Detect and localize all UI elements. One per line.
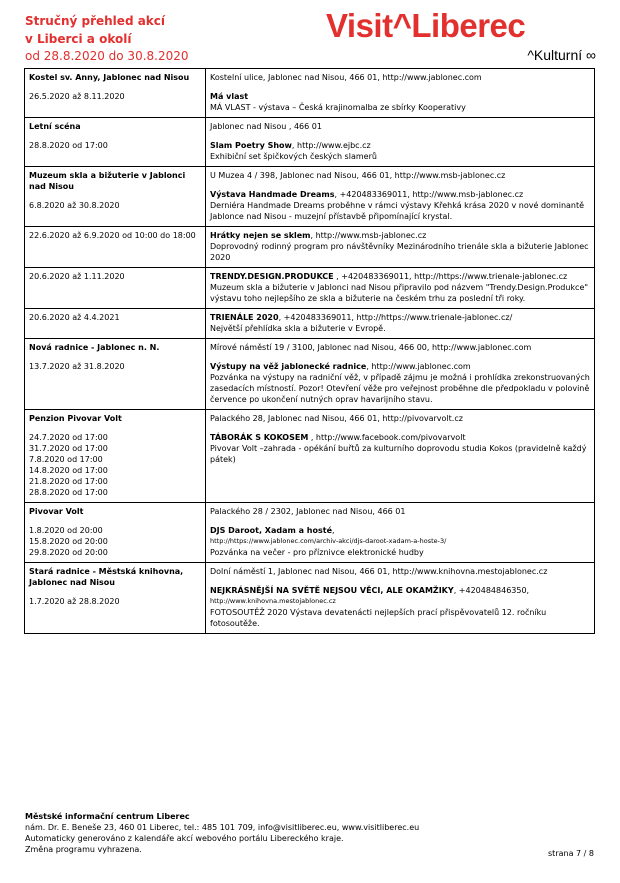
- event-right-cell: [206, 410, 595, 503]
- event-date: 28.8.2020 od 17:00: [29, 488, 108, 497]
- venue-address: Palackého 28, Jablonec nad Nisou, 466 01, http://pivovarvolt.cz: [210, 414, 463, 423]
- event-title: TÁBORÁK S KOKOSEM: [210, 433, 309, 442]
- event-title: NEJKRÁSNĚJŠÍ NA SVĚTĚ NEJSOU VĚCI, ALE OKAMŽIKY: [210, 586, 454, 595]
- event-left-cell: [25, 268, 206, 309]
- venue-name: Kostel sv. Anny, Jablonec nad Nisou: [29, 73, 190, 82]
- event-dates-list: [29, 525, 201, 558]
- venue-address: Palackého 28 / 2302, Jablonec nad Nisou, 466 01: [210, 507, 406, 516]
- event-left-cell: [25, 339, 206, 410]
- event-title: Má vlast: [210, 92, 249, 101]
- event-date: 22.6.2020 až 6.9.2020 od 10:00 do 18:00: [29, 231, 196, 240]
- event-contact: , http://www.jablonec.com: [366, 362, 471, 371]
- footer-generated: Automaticky generováno z kalendáře akcí webového portálu Libereckého kraje.: [25, 834, 344, 843]
- event-right-cell: [206, 227, 595, 268]
- page-footer: [25, 811, 419, 855]
- event-left-cell: [25, 309, 206, 339]
- table-row: [25, 118, 595, 167]
- event-description: Pozvánka na večer - pro příznivce elektronické hudby: [210, 548, 424, 557]
- event-left-cell: [25, 563, 206, 634]
- event-left-cell: [25, 227, 206, 268]
- event-date: 14.8.2020 od 17:00: [29, 466, 108, 475]
- footer-disclaimer: Změna programu vyhrazena.: [25, 845, 142, 854]
- event-right-cell: [206, 563, 595, 634]
- event-date: 6.8.2020 až 30.8.2020: [29, 201, 120, 210]
- event-date: 15.8.2020 od 20:00: [29, 537, 108, 546]
- event-title: Výstava Handmade Dreams: [210, 190, 335, 199]
- event-dates-list: [29, 432, 201, 498]
- event-date: 24.7.2020 od 17:00: [29, 433, 108, 442]
- event-contact: ,: [332, 526, 335, 535]
- event-date: 20.6.2020 až 1.11.2020: [29, 272, 125, 281]
- venue-name: Nová radnice - Jablonec n. N.: [29, 343, 160, 352]
- event-description: FOTOSOUTĚŽ 2020 Výstava devatenácti nejlepších prací přispěvovatelů 12. ročníku fotosoutěže.: [210, 608, 547, 628]
- event-link[interactable]: http://www.knihovna.mestojablonec.cz: [210, 597, 336, 605]
- table-row: [25, 339, 595, 410]
- footer-address: nám. Dr. E. Beneše 23, 460 01 Liberec, tel.: 485 101 709, info@visitliberec.eu, www.visitliberec.eu: [25, 823, 420, 832]
- header-title-line2: v Liberci a okolí: [25, 32, 132, 46]
- table-row: [25, 268, 595, 309]
- event-date: 26.5.2020 až 8.11.2020: [29, 92, 125, 101]
- event-contact: , +420483369011, http://www.msb-jablonec.cz: [334, 190, 524, 199]
- event-date: 31.7.2020 od 17:00: [29, 444, 108, 453]
- venue-name: Letní scéna: [29, 122, 81, 131]
- event-contact: , +420484846350,: [453, 586, 530, 595]
- event-right-cell: [206, 309, 595, 339]
- event-date: 1.8.2020 od 20:00: [29, 526, 103, 535]
- event-date: 21.8.2020 od 17:00: [29, 477, 108, 486]
- event-contact: , +420483369011, http://https://www.trienale-jablonec.cz: [333, 272, 568, 281]
- venue-address: Kostelní ulice, Jablonec nad Nisou, 466 01, http://www.jablonec.com: [210, 73, 482, 82]
- event-description: Největší přehlídka skla a bižuterie v Evropě.: [210, 324, 386, 333]
- event-date: 29.8.2020 od 20:00: [29, 548, 108, 557]
- venue-address: U Muzea 4 / 398, Jablonec nad Nisou, 466 01, http://www.msb-jablonec.cz: [210, 171, 506, 180]
- table-row: [25, 410, 595, 503]
- event-date: 28.8.2020 od 17:00: [29, 141, 108, 150]
- event-title: Slam Poetry Show: [210, 141, 292, 150]
- table-row: [25, 503, 595, 563]
- page-header: [0, 0, 620, 68]
- event-description: Exhibiční set špičkových českých slamerů: [210, 152, 377, 161]
- venue-address: Mírové náměstí 19 / 3100, Jablonec nad Nisou, 466 00, http://www.jablonec.com: [210, 343, 532, 352]
- event-left-cell: [25, 69, 206, 118]
- event-description: Doprovodný rodinný program pro návštěvníky Mezinárodního trienále skla a bižuterie Jablonec 2020: [210, 242, 589, 262]
- event-description: Muzeum skla a bižuterie v Jablonci nad Nisou připravilo pod názvem "Trendy.Design.Produkce" výstavu toho nejlepšího ze skla a bižuterie na českém trhu za poslední tři roky.: [210, 283, 589, 303]
- event-contact: , http://www.msb-jablonec.cz: [310, 231, 427, 240]
- event-right-cell: [206, 167, 595, 227]
- event-left-cell: [25, 410, 206, 503]
- visit-liberec-logo: [326, 6, 596, 68]
- table-row: [25, 309, 595, 339]
- event-description: Pivovar Volt –zahrada - opékání buřtů za kulturního doprovodu studia Kokos (pravidelně každý pátek): [210, 444, 587, 464]
- event-description: Derniéra Handmade Dreams proběhne v rámci výstavy Křehká krása 2020 v nové dominantě Jablonce nad Nisou - muzejní přístavbě připomínající krystal.: [210, 201, 585, 221]
- logo-main-text: Visit^Liberec: [326, 7, 526, 44]
- venue-address: Dolní náměstí 1, Jablonec nad Nisou, 466 01, http://www.knihovna.mestojablonec.cz: [210, 567, 548, 576]
- event-date: 7.8.2020 od 17:00: [29, 455, 103, 464]
- event-date: 1.7.2020 až 28.8.2020: [29, 597, 120, 606]
- header-title-line1: Stručný přehled akcí: [25, 14, 166, 28]
- footer-org: Městské informační centrum Liberec: [25, 812, 190, 821]
- table-row: [25, 563, 595, 634]
- event-title: Hrátky nejen se sklem: [210, 231, 311, 240]
- venue-name: Penzion Pivovar Volt: [29, 414, 122, 423]
- event-contact: , +420483369011, http://https://www.trienale-jablonec.cz/: [278, 313, 513, 322]
- venue-name: Muzeum skla a bižuterie v Jablonci nad Nisou: [29, 171, 186, 191]
- event-link[interactable]: http://https://www.jablonec.com/archiv-akci/djs-daroot-xadam-a-hoste-3/: [210, 537, 447, 545]
- venue-address: Jablonec nad Nisou , 466 01: [210, 122, 322, 131]
- event-right-cell: [206, 268, 595, 309]
- event-right-cell: [206, 69, 595, 118]
- event-date: 13.7.2020 až 31.8.2020: [29, 362, 125, 371]
- header-title: [25, 12, 165, 48]
- event-title: DJS Daroot, Xadam a hosté: [210, 526, 332, 535]
- event-title: TRENDY.DESIGN.PRODUKCE: [210, 272, 334, 281]
- table-row: [25, 227, 595, 268]
- event-title: Výstupy na věž jablonecké radnice: [210, 362, 367, 371]
- venue-name: Stará radnice - Městská knihovna, Jablonec nad Nisou: [29, 567, 184, 587]
- event-right-cell: [206, 339, 595, 410]
- event-contact: , http://www.facebook.com/pivovarvolt: [308, 433, 466, 442]
- event-contact: , http://www.ejbc.cz: [291, 141, 371, 150]
- event-left-cell: [25, 503, 206, 563]
- event-description: MÁ VLAST - výstava – Česká krajinomalba ze sbírky Kooperativy: [210, 103, 466, 112]
- event-title: TRIENÁLE 2020: [210, 313, 279, 322]
- event-right-cell: [206, 503, 595, 563]
- logo-sub-text: ^Kulturní ∞: [527, 47, 596, 63]
- event-description: Pozvánka na výstupy na radniční věž, v případě zájmu je možná i prohlídka zrekonstruovaných zasedacích místností. Pozor! Otevření věže pro veřejnost proběhne dle předpokladu v polovině července po ukončení nutných oprav havarijního stavu.: [210, 373, 590, 404]
- header-date-range: od 28.8.2020 do 30.8.2020: [25, 49, 189, 63]
- table-row: [25, 167, 595, 227]
- event-date: 20.6.2020 až 4.4.2021: [29, 313, 120, 322]
- table-row: [25, 69, 595, 118]
- event-right-cell: [206, 118, 595, 167]
- event-left-cell: [25, 167, 206, 227]
- page-number: strana 7 / 8: [548, 849, 594, 858]
- event-left-cell: [25, 118, 206, 167]
- venue-name: Pivovar Volt: [29, 507, 84, 516]
- events-table: [24, 68, 595, 634]
